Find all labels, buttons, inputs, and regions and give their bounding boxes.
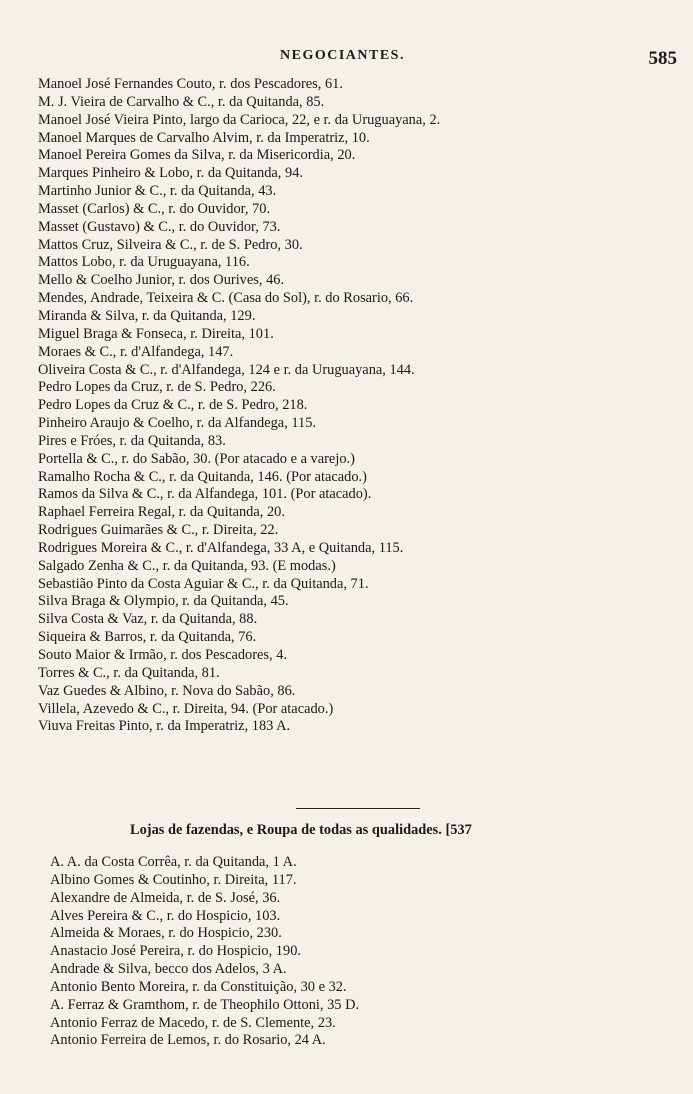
section-divider: [296, 808, 420, 809]
list-item: Martinho Junior & C., r. da Quitanda, 43.: [38, 183, 277, 200]
list-item: Antonio Bento Moreira, r. da Constituição, 30 e 32.: [50, 978, 347, 995]
list-item: Siqueira & Barros, r. da Quitanda, 76.: [38, 629, 257, 646]
list-item: Pires e Fróes, r. da Quitanda, 83.: [38, 432, 226, 449]
shop-list: [50, 854, 670, 1050]
list-item: Pedro Lopes da Cruz & C., r. de S. Pedro, 218.: [38, 397, 308, 414]
list-item: Almeida & Moraes, r. do Hospicio, 230.: [50, 925, 282, 942]
list-item: Silva Braga & Olympio, r. da Quitanda, 45.: [38, 593, 289, 610]
merchant-list: [38, 76, 678, 736]
list-item: Viuva Freitas Pinto, r. da Imperatriz, 183 A.: [38, 718, 291, 735]
list-item: Alexandre de Almeida, r. de S. José, 36.: [50, 889, 281, 906]
list-item: Andrade & Silva, becco dos Adelos, 3 A.: [50, 961, 287, 978]
list-item: Manoel Marques de Carvalho Alvim, r. da Imperatriz, 10.: [38, 129, 370, 146]
list-item: Portella & C., r. do Sabão, 30. (Por atacado e a varejo.): [38, 450, 355, 467]
list-item: Marques Pinheiro & Lobo, r. da Quitanda, 94.: [38, 165, 303, 182]
list-item: Miranda & Silva, r. da Quitanda, 129.: [38, 307, 256, 324]
list-item: Manoel José Vieira Pinto, largo da Carioca, 22, e r. da Uruguayana, 2.: [38, 111, 441, 128]
list-item: Moraes & C., r. d'Alfandega, 147.: [38, 343, 234, 360]
list-item: Antonio Ferreira de Lemos, r. do Rosario, 24 A.: [50, 1032, 326, 1049]
page-header: [0, 48, 693, 70]
list-item: Sebastião Pinto da Costa Aguiar & C., r. da Quitanda, 71.: [38, 575, 369, 592]
list-item: Mattos Cruz, Silveira & C., r. de S. Pedro, 30.: [38, 236, 303, 253]
list-item: Raphael Ferreira Regal, r. da Quitanda, 20.: [38, 504, 285, 521]
list-item: Mello & Coelho Junior, r. dos Ourives, 46.: [38, 272, 285, 289]
list-item: Rodrigues Moreira & C., r. d'Alfandega, 33 A, e Quitanda, 115.: [38, 539, 404, 556]
list-item: A. A. da Costa Corrêa, r. da Quitanda, 1 A.: [50, 854, 297, 870]
list-item: Ramalho Rocha & C., r. da Quitanda, 146. (Por atacado.): [38, 468, 367, 485]
list-item: Silva Costa & Vaz, r. da Quitanda, 88.: [38, 611, 258, 628]
list-item: Masset (Gustavo) & C., r. do Ouvidor, 73.: [38, 218, 281, 235]
section-heading: Lojas de fazendas, e Roupa de todas as qualidades. [537: [130, 822, 472, 838]
list-item: Vaz Guedes & Albino, r. Nova do Sabão, 86.: [38, 682, 296, 699]
list-item: Anastacio José Pereira, r. do Hospicio, 190.: [50, 943, 301, 960]
list-item: Salgado Zenha & C., r. da Quitanda, 93. (E modas.): [38, 557, 336, 574]
list-item: Miguel Braga & Fonseca, r. Direita, 101.: [38, 325, 274, 342]
list-item: Rodrigues Guimarães & C., r. Direita, 22.: [38, 522, 279, 539]
list-item: Villela, Azevedo & C., r. Direita, 94. (Por atacado.): [38, 700, 334, 717]
list-item: Manoel José Fernandes Couto, r. dos Pescadores, 61.: [38, 76, 343, 92]
list-item: Manoel Pereira Gomes da Silva, r. da Misericordia, 20.: [38, 147, 356, 164]
list-item: Mendes, Andrade, Teixeira & C. (Casa do Sol), r. do Rosario, 66.: [38, 290, 414, 307]
list-item: A. Ferraz & Gramthom, r. de Theophilo Ottoni, 35 D.: [50, 996, 360, 1013]
list-item: Oliveira Costa & C., r. d'Alfandega, 124 e r. da Uruguayana, 144.: [38, 361, 415, 378]
page-number: 585: [648, 48, 677, 69]
list-item: M. J. Vieira de Carvalho & C., r. da Quitanda, 85.: [38, 93, 325, 110]
list-item: Masset (Carlos) & C., r. do Ouvidor, 70.: [38, 200, 271, 217]
list-item: Pinheiro Araujo & Coelho, r. da Alfandega, 115.: [38, 415, 317, 432]
list-item: Ramos da Silva & C., r. da Alfandega, 101. (Por atacado).: [38, 486, 372, 503]
list-item: Pedro Lopes da Cruz, r. de S. Pedro, 226.: [38, 379, 276, 396]
list-item: Albino Gomes & Coutinho, r. Direita, 117.: [50, 871, 297, 888]
list-item: Souto Maior & Irmão, r. dos Pescadores, 4.: [38, 647, 288, 663]
running-title: NEGOCIANTES.: [280, 48, 405, 63]
list-item: Mattos Lobo, r. da Uruguayana, 116.: [38, 254, 250, 271]
list-item: Alves Pereira & C., r. do Hospicio, 103.: [50, 907, 281, 924]
list-item: Torres & C., r. da Quitanda, 81.: [38, 664, 220, 681]
list-item: Antonio Ferraz de Macedo, r. de S. Clemente, 23.: [50, 1014, 336, 1031]
